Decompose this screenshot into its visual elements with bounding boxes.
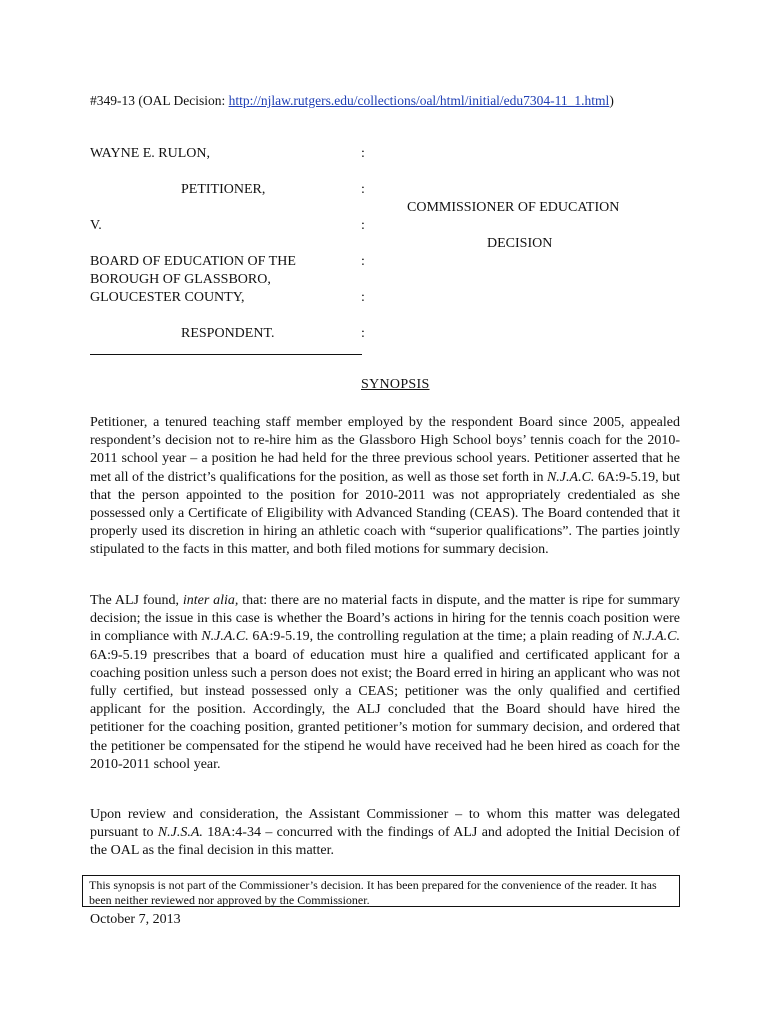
agency-title: COMMISSIONER OF EDUCATION [407, 200, 620, 215]
p2-text: The ALJ found, [90, 593, 183, 608]
petitioner-role: PETITIONER, [181, 182, 266, 197]
versus: V. [90, 218, 102, 233]
citation: N.J.A.C. [546, 469, 595, 485]
synopsis-paragraph-2 [90, 592, 680, 774]
caption-colon: : [361, 146, 365, 161]
caption-colon: : [361, 182, 365, 197]
docket-header [90, 93, 614, 109]
decision-date: October 7, 2013 [90, 912, 181, 927]
petitioner-name: WAYNE E. RULON, [90, 146, 211, 161]
p1-text: Petitioner, a tenured teaching staff member employed by the respondent Board since 2005, appealed respondent’s decision not to re-hire him as the Glassboro High School boys’ tennis coach for the 2010-2011 school year – a position he had held for the three previous school years. Petitioner asserted that he met all of the district’s qualifications for the position, as well as those set forth in [90, 415, 680, 485]
synopsis-heading: SYNOPSIS [361, 377, 430, 392]
docket-prefix: #349-13 (OAL Decision: [90, 93, 229, 108]
caption-divider [90, 354, 362, 355]
disclaimer-box: This synopsis is not part of the Commissioner’s decision. It has been prepared for the convenience of the reader. It has been neither reviewed nor approved by the Commissioner. [82, 875, 680, 907]
respondent-line-3: GLOUCESTER COUNTY, [90, 290, 245, 305]
p2-text: 6A:9-5.19, the controlling regulation at the time; a plain reading of [248, 629, 633, 645]
synopsis-paragraph-1 [90, 414, 680, 560]
respondent-line-1: BOARD OF EDUCATION OF THE [90, 254, 296, 269]
citation: N.J.A.C. [632, 629, 680, 645]
latin-phrase: inter alia, [182, 593, 239, 608]
docket-suffix: ) [609, 93, 614, 108]
p1-text: 6A:9-5.19, but that the person appointed to the position for 2010-2011 was not appropriately credentialed as she possessed only a Certificate of Eligibility with Advanced Standing (CEAS). The Board contended that it properly used its discretion in hiring an athletic coach with “superior qualifications”. The parties jointly stipulated to the facts in this matter, and both filed motions for summary decision. [90, 469, 680, 558]
synopsis-paragraph-3 [90, 806, 680, 861]
decision-title: DECISION [487, 236, 553, 251]
respondent-line-2: BOROUGH OF GLASSBORO, [90, 272, 271, 287]
p2-text: that: there are no material facts in dispute, and the matter is ripe for summary decision; the issue in this case is whether the Board’s actions in hiring for the tennis coach position were in compliance with [90, 593, 680, 645]
caption-colon: : [361, 254, 365, 269]
oal-decision-link[interactable]: http://njlaw.rutgers.edu/collections/oal/html/initial/edu7304-11_1.html [228, 93, 610, 108]
p2-text: 6A:9-5.19 prescribes that a board of education must hire a qualified and certificated applicant for a coaching position unless such a person does not exist; the Board erred in hiring an applicant who was not fully certified, but instead possessed only a CEAS; petitioner was the only qualified and certified applicant for the position. Accordingly, the ALJ concluded that the Board should have hired the petitioner for the coaching position, granted petitioner’s motion for summary decision, and ordered that the petitioner be compensated for the stipend he would have received had he been hired as coach for the 2010-2011 school year. [90, 647, 680, 772]
respondent-role: RESPONDENT. [181, 326, 275, 341]
caption-colon: : [361, 326, 365, 341]
caption-colon: : [361, 290, 365, 305]
p3-text: 18A:4-34 – concurred with the findings of ALJ and adopted the Initial Decision of the OAL as the final decision in this matter. [90, 825, 680, 859]
citation: N.J.S.A. [157, 825, 203, 841]
caption-colon: : [361, 218, 365, 233]
p3-text: Upon review and consideration, the Assistant Commissioner – to whom this matter was delegated pursuant to [90, 807, 680, 841]
citation: N.J.A.C. [201, 629, 249, 645]
